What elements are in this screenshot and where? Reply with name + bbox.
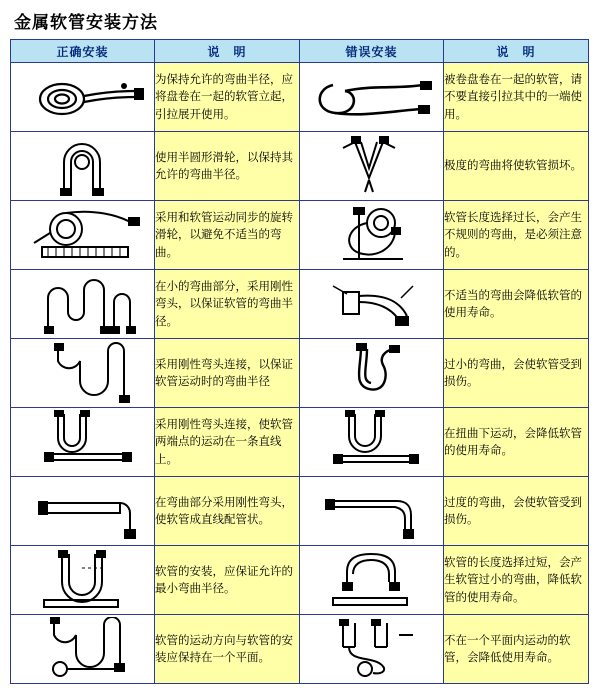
description-correct: 在小的弯曲部分，采用刚性弯头，以保证软管的弯曲半径。 [155, 270, 300, 339]
figure-cell-correct [11, 408, 155, 477]
rigid-elbow-u-loop-icon [14, 341, 152, 405]
page-title: 金属软管安装方法 [14, 13, 158, 33]
description-wrong: 软管长度选择过长，会产生不规则的弯曲，是必须注意的。 [444, 201, 589, 270]
table-row [11, 270, 589, 339]
figure-cell-wrong [300, 201, 444, 270]
figure-cell-correct [11, 339, 155, 408]
too-long-hose-small-bend-icon [303, 548, 441, 612]
header-correct-description: 说 明 [155, 40, 300, 63]
figure-cell-wrong [300, 408, 444, 477]
figure-cell-wrong [300, 339, 444, 408]
coiled-hose-pulled-from-end-icon [303, 65, 441, 129]
figure-cell-wrong [300, 63, 444, 132]
table-row [11, 546, 589, 615]
figure-cell-wrong [300, 132, 444, 201]
figure-cell-wrong [300, 546, 444, 615]
description-wrong: 极度的弯曲将使软管损坏。 [444, 132, 589, 201]
description-wrong: 过小的弯曲，会使软管受到损伤。 [444, 339, 589, 408]
rotating-pulley-with-chain-icon [14, 203, 152, 267]
figure-cell-wrong [300, 477, 444, 546]
figure-cell-correct [11, 546, 155, 615]
description-correct: 采用刚性弯头连接，使软管两端点的运动在一条直线上。 [155, 408, 300, 477]
header-correct-install: 正确安装 [11, 40, 155, 63]
description-wrong: 在扭曲下运动，会降低软管的使用寿命。 [444, 408, 589, 477]
figure-cell-wrong [300, 615, 444, 684]
figure-cell-correct [11, 63, 155, 132]
description-correct: 为保持允许的弯曲半径，应将盘卷在一起的软管立起，引拉展开使用。 [155, 63, 300, 132]
description-correct: 在弯曲部分采用刚性弯头，使软管成直线配管状。 [155, 477, 300, 546]
installation-methods-table [10, 39, 589, 684]
table-row [11, 408, 589, 477]
description-wrong: 被卷盘卷在一起的软管，请不要直接引拉其中的一端使用。 [444, 63, 589, 132]
header-wrong-description: 说 明 [444, 40, 589, 63]
figure-cell-correct [11, 477, 155, 546]
description-correct: 使用半圆形滑轮，以保持其允许的弯曲半径。 [155, 132, 300, 201]
hose-over-loose-pulley-icon [303, 203, 441, 267]
header-wrong-install: 错误安装 [300, 40, 444, 63]
table-row [11, 63, 589, 132]
description-correct: 软管的安装，应保证允许的最小弯曲半径。 [155, 546, 300, 615]
sharp-v-bend-hose-icon [303, 134, 441, 198]
figure-cell-correct [11, 270, 155, 339]
over-tight-u-bend-icon [303, 341, 441, 405]
description-wrong: 不适当的弯曲会降低软管的使用寿命。 [444, 270, 589, 339]
description-wrong: 过度的弯曲，会使软管受到损伤。 [444, 477, 589, 546]
description-wrong: 软管的长度选择过短，会产生软管过小的弯曲，降低软管的使用寿命。 [444, 546, 589, 615]
rigid-elbows-straight-line-motion-icon [14, 410, 152, 474]
figure-cell-correct [11, 132, 155, 201]
rigid-elbow-small-bend-icon [14, 272, 152, 336]
hose-motion-out-of-plane-icon [303, 617, 441, 681]
minimum-bend-radius-u-hose-icon [14, 548, 152, 612]
coiled-hose-vertical-unroll-icon [14, 65, 152, 129]
hose-twisted-in-motion-icon [303, 410, 441, 474]
hose-motion-same-plane-icon [14, 617, 152, 681]
table-row [11, 132, 589, 201]
straight-pipe-with-elbow-icon [14, 479, 152, 543]
figure-cell-wrong [300, 270, 444, 339]
figure-cell-correct [11, 615, 155, 684]
description-correct: 采用刚性弯头连接，以保证软管运动时的弯曲半径 [155, 339, 300, 408]
table-row [11, 477, 589, 546]
semicircular-guide-pulley-icon [14, 134, 152, 198]
description-correct: 软管的运动方向与软管的安装应保持在一个平面。 [155, 615, 300, 684]
improper-tight-bend-at-fitting-icon [303, 272, 441, 336]
table-row [11, 339, 589, 408]
table-header-row [11, 40, 589, 63]
description-correct: 采用和软管运动同步的旋转滑轮，以避免不适当的弯曲。 [155, 201, 300, 270]
figure-cell-correct [11, 201, 155, 270]
table-row [11, 615, 589, 684]
table-row [11, 201, 589, 270]
description-wrong: 不在一个平面内运动的软管，会降低使用寿命。 [444, 615, 589, 684]
excessive-bend-near-fitting-icon [303, 479, 441, 543]
